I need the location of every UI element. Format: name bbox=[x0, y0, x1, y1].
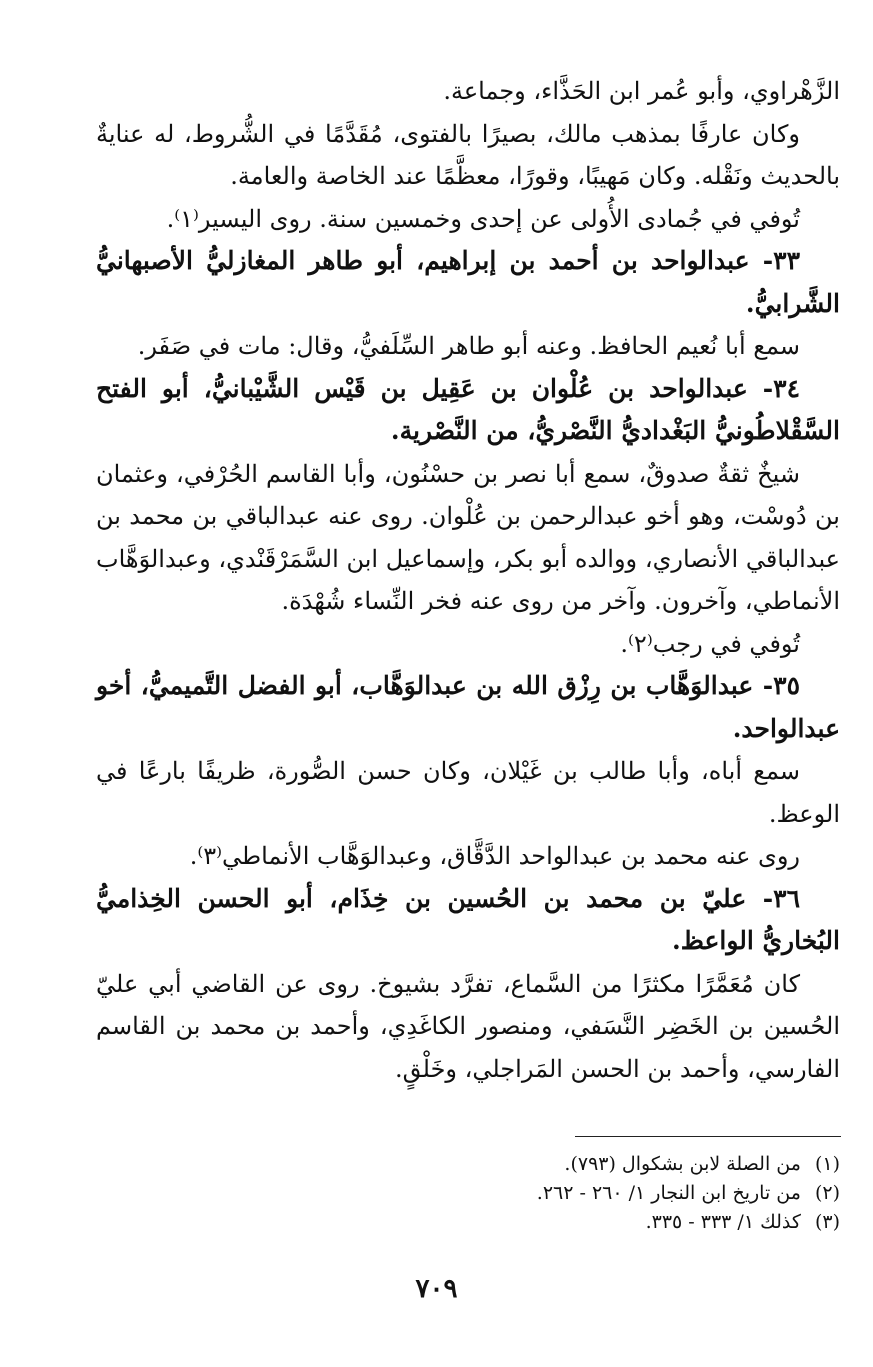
footnote-text: من تاريخ ابن النجار ١/ ٢٦٠ - ٢٦٢. bbox=[536, 1182, 801, 1204]
main-text bbox=[96, 70, 840, 1090]
entry-heading-36: ٣٦- عليّ بن محمد بن الحُسين بن خِذَام، أبو الحسن الخِذاميُّ البُخاريُّ الواعظ. bbox=[96, 883, 840, 955]
footnote-3 bbox=[400, 1208, 840, 1237]
paragraph: روى عنه محمد بن عبدالواحد الدَّقَّاق، وعبدالوَهَّاب الأنماطي⁽٣⁾. bbox=[189, 842, 800, 870]
entry-heading-34: ٣٤- عبدالواحد بن عُلْوان بن عَقِيل بن قَيْس الشَّيْبانيُّ، أبو الفتح السَّقْلاطُونيُّ البَغْداديُّ النَّصْريُّ، من النَّصْرية. bbox=[96, 373, 840, 445]
paragraph: سمع أبا نُعيم الحافظ. وعنه أبو طاهر السِّلَفيُّ، وقال: مات في صَفَر. bbox=[137, 332, 800, 360]
footnote-number: (٢) bbox=[814, 1182, 840, 1204]
paragraph: كان مُعَمَّرًا مكثرًا من السَّماع، تفرَّد بشيوخ. روى عن القاضي أبي عليّ الحُسين بن الخَضِر النَّسَفي، ومنصور الكاغَدِي، وأحمد بن محمد بن القاسم الفارسي، وأحمد بن الحسن المَراجلي، وخَلْقٍ. bbox=[96, 969, 840, 1083]
entry-heading-35: ٣٥- عبدالوَهَّاب بن رِزْق الله بن عبدالوَهَّاب، أبو الفضل التَّميميُّ، أخو عبدالواحد. bbox=[96, 671, 840, 743]
paragraph: تُوفي في رجب⁽٢⁾. bbox=[620, 629, 800, 658]
footnote-text: من الصلة لابن بشكوال (٧٩٣). bbox=[564, 1153, 801, 1175]
page-number: ٧٠٩ bbox=[415, 1274, 458, 1304]
paragraph: وكان عارفًا بمذهب مالك، بصيرًا بالفتوى، مُقَدَّمًا في الشُّروط، له عنايةٌ بالحديث ونَقْله. وكان مَهيبًا، وقورًا، معظَّمًا عند الخاصة والعامة. bbox=[96, 119, 840, 190]
footnote-text: كذلك ١/ ٣٣٣ - ٣٣٥. bbox=[645, 1211, 801, 1233]
footnote-1 bbox=[400, 1150, 840, 1179]
footnote-number: (١) bbox=[814, 1153, 840, 1175]
paragraph-continuation: الزَّهْراوي، وأبو عُمر ابن الحَذَّاء، وجماعة. bbox=[443, 77, 840, 105]
footnote-number: (٣) bbox=[814, 1211, 840, 1233]
footnote-2 bbox=[400, 1179, 840, 1208]
paragraph: شيخٌ ثقةٌ صدوقٌ، سمع أبا نصر بن حسْنُون، وأبا القاسم الحُرْفي، وعثمان بن دُوسْت، وهو أخو عبدالرحمن بن عُلْوان. روى عنه عبدالباقي بن محمد بن عبدالباقي الأنصاري، ووالده أبو بكر، وإسماعيل ابن السَّمَرْقَنْدي، وعبدالوَهَّاب الأنماطي، وآخرون. وآخر من روى عنه فخر النِّساء شُهْدَة. bbox=[96, 459, 840, 615]
footnotes bbox=[400, 1150, 840, 1237]
paragraph: تُوفي في جُمادى الأُولى عن إحدى وخمسين سنة. روى اليسير⁽١⁾. bbox=[166, 204, 800, 233]
paragraph: سمع أباه، وأبا طالب بن غَيْلان، وكان حسن الصُّورة، ظريفًا بارعًا في الوعظ. bbox=[96, 757, 840, 828]
footnote-divider bbox=[575, 1136, 841, 1137]
entry-heading-33: ٣٣- عبدالواحد بن أحمد بن إبراهيم، أبو طاهر المغازليُّ الأصبهانيُّ الشَّرابيُّ. bbox=[96, 246, 840, 318]
